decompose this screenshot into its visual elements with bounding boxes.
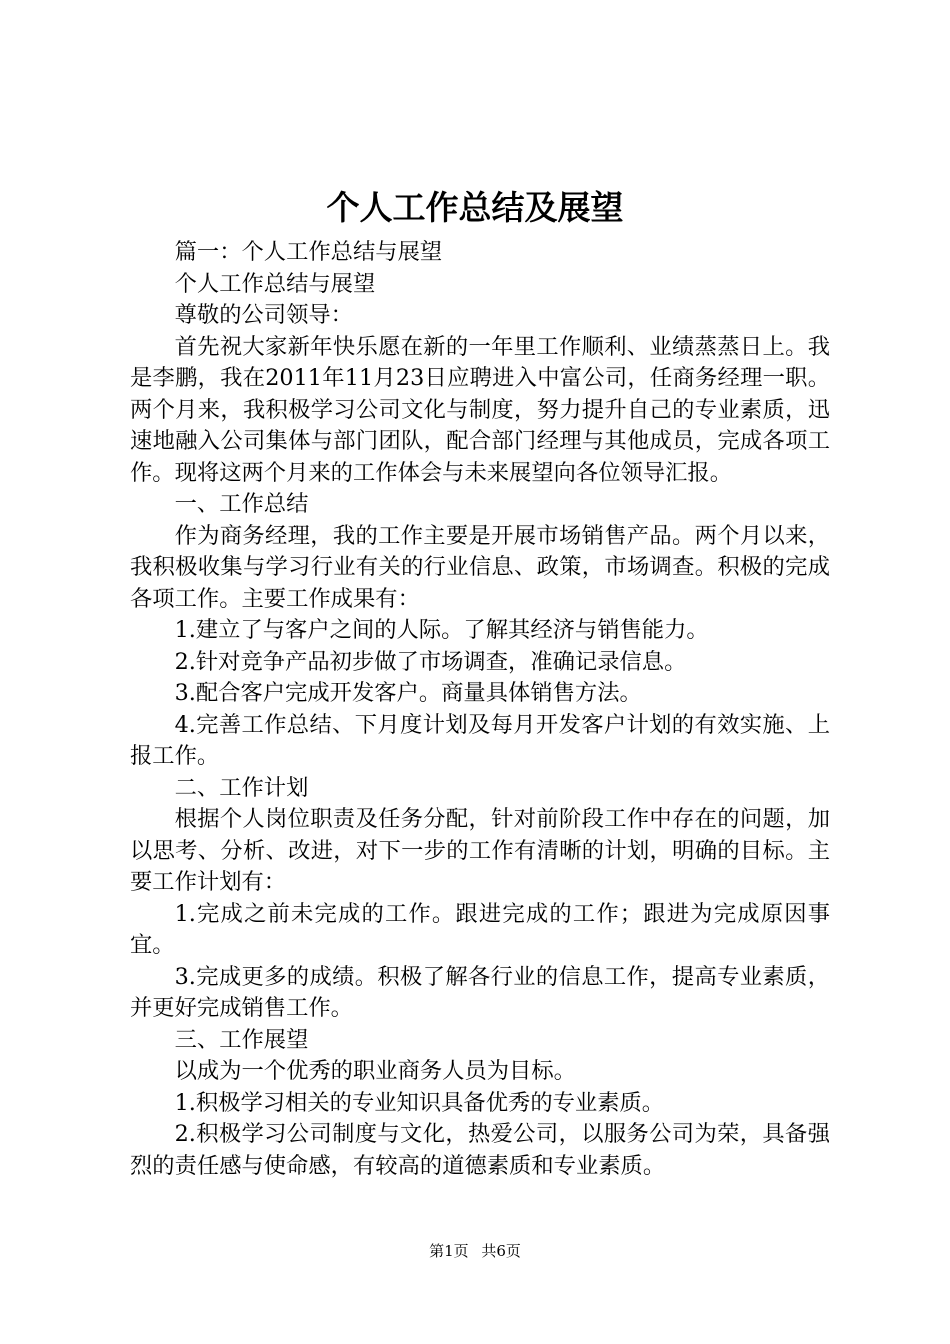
paragraph: 首先祝大家新年快乐愿在新的一年里工作顺利、业绩蒸蒸日上。我是李鹏，我在2011年11月23日应聘进入中富公司，任商务经理一职。两个月来，我积极学习公司文化与制度，努力提升自己的专业素质，迅速地融入公司集体与部门团队，配合部门经理与其他成员，完成各项工作。现将这两个月来的工作体会与未来展望向各位领导汇报。: [130, 333, 830, 486]
paragraph: 以成为一个优秀的职业商务人员为目标。: [174, 1058, 576, 1084]
list-item: 1.完成之前未完成的工作。跟进完成的工作；跟进为完成原因事宜。: [130, 900, 830, 958]
paragraph: 个人工作总结与展望: [174, 270, 376, 297]
paragraph: 根据个人岗位职责及任务分配，针对前阶段工作中存在的问题，加以思考、分析、改进，对下一步的工作有清晰的计划，明确的目标。主要工作计划有：: [130, 806, 830, 895]
section-heading: 一、工作总结: [174, 491, 309, 517]
document-body: [130, 237, 830, 1182]
paragraph: 尊敬的公司领导：: [174, 302, 353, 328]
section-heading: 三、工作展望: [174, 1026, 309, 1053]
list-item: 3.配合客户完成开发客户。商量具体销售方法。: [174, 680, 642, 706]
page-footer: [0, 1241, 950, 1261]
paragraph: 作为商务经理，我的工作主要是开展市场销售产品。两个月以来，我积极收集与学习行业有关的行业信息、政策，市场调查。积极的完成各项工作。主要工作成果有：: [130, 522, 830, 612]
paragraph: 篇一：个人工作总结与展望: [174, 239, 443, 265]
page-number: 第1页: [429, 1242, 469, 1260]
list-item: 2.积极学习公司制度与文化，热爱公司，以服务公司为荣，具备强烈的责任感与使命感，有较高的道德素质和专业素质。: [130, 1121, 830, 1179]
section-heading: 二、工作计划: [174, 774, 309, 801]
page-total: 共6页: [481, 1242, 521, 1260]
list-item: 4.完善工作总结、下月度计划及每月开发客户计划的有效实施、上报工作。: [130, 711, 830, 769]
list-item: 1.积极学习相关的专业知识具备优秀的专业素质。: [174, 1089, 665, 1116]
list-item: 1.建立了与客户之间的人际。了解其经济与销售能力。: [174, 617, 709, 643]
list-item: 3.完成更多的成绩。积极了解各行业的信息工作，提高专业素质，并更好完成销售工作。: [130, 963, 830, 1021]
list-item: 2.针对竞争产品初步做了市场调查，准确记录信息。: [174, 648, 687, 675]
document-title: 个人工作总结及展望: [326, 188, 624, 227]
